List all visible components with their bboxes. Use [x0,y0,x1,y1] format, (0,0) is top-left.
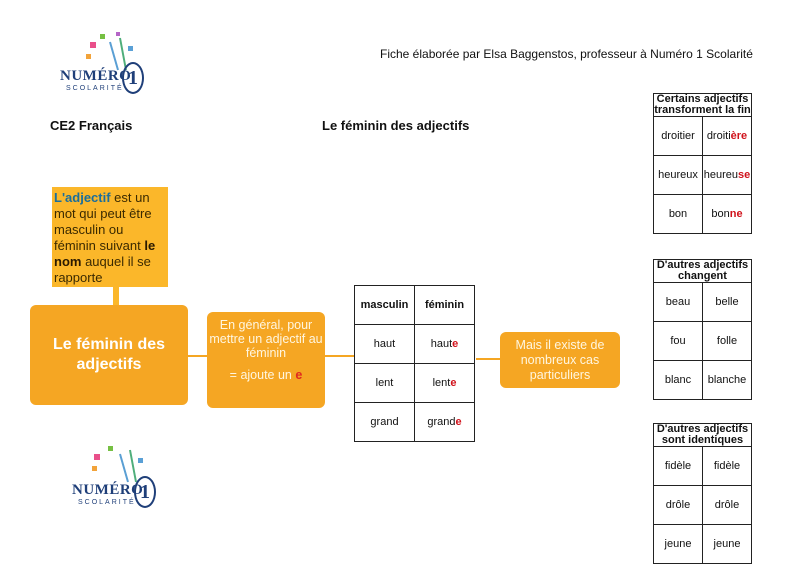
class-level: CE2 Français [50,118,133,133]
rule-box [207,312,325,408]
column-header-feminin: féminin [415,286,475,325]
feminine-cell: blanche [703,361,752,400]
table-row [654,486,752,525]
masculine-cell: fidèle [654,447,703,486]
feminine-ending: e [450,377,457,389]
table-row [355,403,475,442]
rule-add [207,368,325,382]
feminine-stem: droiti [706,130,731,142]
logo-top [60,32,144,96]
feminine-ending: ère [730,130,748,142]
feminine-cell: belle [703,283,752,322]
feminine-cell [703,117,752,156]
column-header-masculin: masculin [355,286,415,325]
feminine-stem: bon [711,208,730,220]
masculine-cell: lent [355,364,415,403]
table-row [654,283,752,322]
central-topic: Le féminin des adjectifs [30,305,188,405]
table-row [654,195,752,234]
feminine-ending: e [455,416,462,428]
feminine-cell [415,325,475,364]
logo-bottom [72,446,156,510]
rule-add-text: = ajoute un [229,368,296,382]
masculine-cell: bon [654,195,703,234]
logo-number: 1 [134,476,156,508]
definition-connector [113,287,119,305]
logo-sub: SCOLARITÉ [66,85,124,92]
masculine-cell: droitier [654,117,703,156]
table-row [654,156,752,195]
definition-text-2: auquel il se rapporte [54,254,151,285]
connector-line [188,355,207,357]
side-table-title: D'autres adjectifs sont identiques [654,424,752,447]
table-row [355,325,475,364]
feminine-cell [415,364,475,403]
feminine-ending: e [452,338,459,350]
rule-text: En général, pour mettre un adjectif au féminin [209,318,323,360]
feminine-stem: grand [427,416,456,428]
logo-sub: SCOLARITÉ [78,499,136,506]
table-row [654,361,752,400]
side-table-identical [653,423,752,564]
masculine-cell: jeune [654,525,703,564]
feminine-cell [415,403,475,442]
side-table-transform [653,93,752,234]
masculine-cell: beau [654,283,703,322]
table-row [355,364,475,403]
side-table-title: Certains adjectifs transforment la fin [654,93,751,116]
definition-bold: le nom [54,238,156,269]
table-row [654,525,752,564]
masculine-cell: drôle [654,486,703,525]
feminine-cell: jeune [703,525,752,564]
feminine-cell: fidèle [703,447,752,486]
masculine-cell: haut [355,325,415,364]
exceptions-box: Mais il existe de nombreux cas particuliers [500,332,620,388]
rule-letter: e [295,368,303,382]
side-table-title: D'autres adjectifs changent [654,260,752,283]
masculine-cell: heureux [654,156,703,195]
logo-word: NUMÉRO [60,68,132,84]
masculine-cell: fou [654,322,703,361]
logo-word: NUMÉRO [72,482,144,498]
page-title: Le féminin des adjectifs [322,118,470,133]
feminine-cell: drôle [703,486,752,525]
definition-box [52,187,168,287]
main-table [354,285,475,442]
feminine-ending: se [738,169,751,181]
feminine-cell [703,156,752,195]
masculine-cell: blanc [654,361,703,400]
table-row [654,117,752,156]
masculine-cell: grand [355,403,415,442]
feminine-cell [703,195,752,234]
feminine-ending: ne [729,208,743,220]
table-row [654,322,752,361]
definition-text-1: est un mot qui peut être masculin ou féminin suivant [54,190,152,253]
definition-keyword: L'adjectif [54,190,111,205]
connector-line [325,355,355,357]
side-table-change [653,259,752,400]
table-row [654,447,752,486]
connector-line [476,358,500,360]
logo-number: 1 [122,62,144,94]
author-credit: Fiche élaborée par Elsa Baggenstos, professeur à Numéro 1 Scolarité [380,47,753,61]
feminine-stem: haut [430,338,453,350]
feminine-stem: lent [432,377,451,389]
feminine-stem: heureu [703,169,738,181]
feminine-cell: folle [703,322,752,361]
